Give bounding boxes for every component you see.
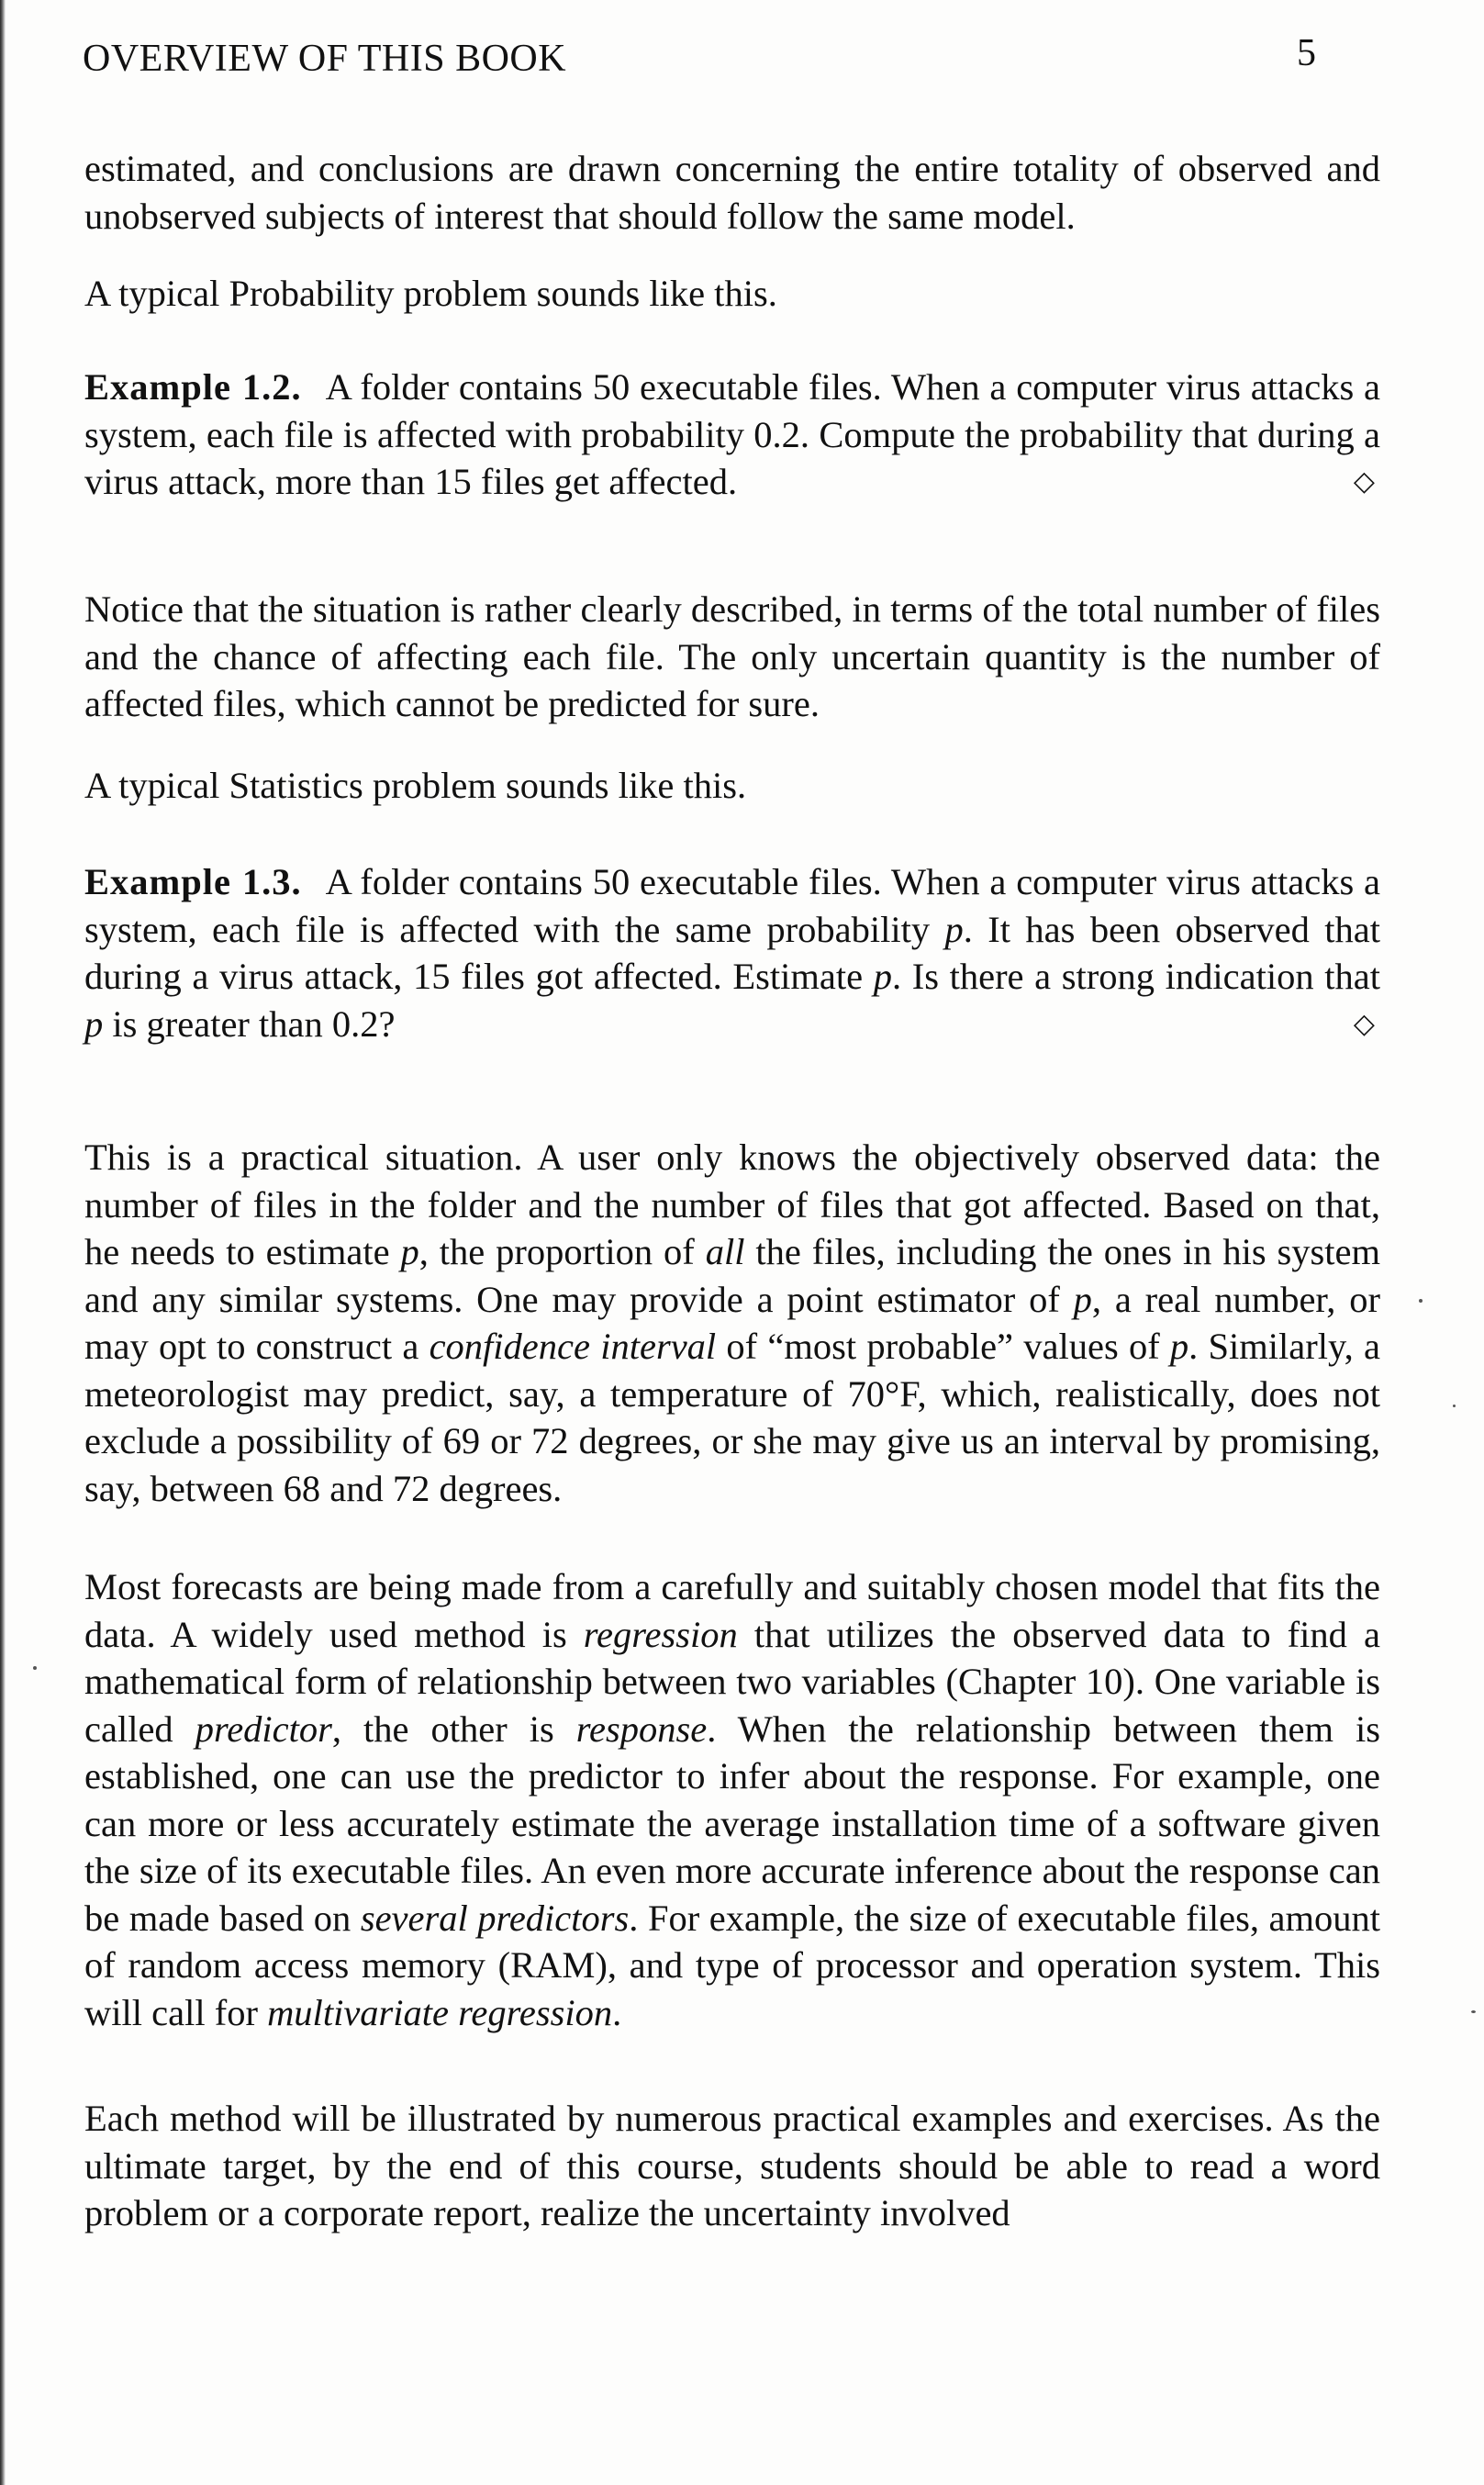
- paragraph-text: A typical Probability problem sounds like this.: [84, 273, 777, 314]
- math-variable: p: [944, 908, 964, 950]
- example-text: . It has been observed that during a virus attack, 15 files got affected. Estimate: [84, 908, 1381, 997]
- end-of-example-diamond-icon: ◇: [1353, 465, 1375, 498]
- paragraph-text: .: [612, 1991, 622, 2033]
- paragraph-text: . When the relationship between them is established, one can use the predictor to infer about the response. For example, one can more or less accurately estimate the average installation time of a software given the size of its executable files. An even more accurate inference about the response can be made based on: [84, 1707, 1380, 1939]
- paragraph-text: A typical Statistics problem sounds like this.: [84, 765, 747, 806]
- example-text: A folder contains 50 executable files. When a computer virus attacks a system, each file is affected with the same probability: [84, 861, 1380, 950]
- end-of-example-diamond-icon: ◇: [1353, 1007, 1375, 1040]
- paragraph-text: Most forecasts are being made from a carefully and suitably chosen model that fits the data. A widely used method is: [84, 1566, 1380, 1655]
- emphasis: predictor: [195, 1707, 332, 1750]
- paragraph-text: . For example, the size of executable files, amount of random access memory (RAM), and type of processor and operation system. This will call for: [84, 1897, 1380, 2033]
- emphasis: response: [575, 1707, 708, 1750]
- example-text: . Is there a strong indication that: [891, 956, 1380, 997]
- emphasis: all: [705, 1231, 745, 1272]
- paragraph-practical-situation: [84, 1134, 1380, 1512]
- scan-speck: [33, 1666, 37, 1670]
- example-text: is greater than 0.2?: [103, 1002, 396, 1045]
- math-variable: p: [84, 1002, 104, 1045]
- example-1-2: [84, 364, 1380, 506]
- scan-speck: [1453, 1405, 1456, 1407]
- paragraph-text: estimated, and conclusions are drawn concerning the entire totality of observed and unobserved subjects of interest that should follow the same model.: [84, 148, 1380, 237]
- paragraph-text: that utilizes the observed data to find a mathematical form of relationship between two variables (Chapter 10). One variable is called: [84, 1613, 1380, 1750]
- paragraph-notice: [84, 586, 1380, 728]
- paragraph-text: , a real number, or may opt to construct a: [84, 1278, 1380, 1367]
- scan-speck: [1419, 1299, 1423, 1303]
- paragraph-forecasts: [84, 1563, 1380, 2036]
- scan-speck: [1471, 2010, 1476, 2013]
- example-label: Example 1.2.: [84, 366, 302, 408]
- paragraph-text: This is a practical situation. A user only knows the objectively observed data: the number of files in the folder and the number of files that got affected. Based on that, he needs to estimate: [84, 1136, 1380, 1272]
- example-label: Example 1.3.: [84, 861, 302, 902]
- paragraph-text: , the proportion of: [418, 1231, 706, 1272]
- emphasis: regression: [583, 1613, 738, 1655]
- emphasis: several predictors: [360, 1897, 630, 1939]
- paragraph-continuation: [84, 145, 1380, 240]
- binding-edge: [0, 0, 6, 2485]
- math-variable: p: [1073, 1278, 1092, 1320]
- paragraph-statistics-intro: [84, 762, 1380, 810]
- paragraph-text: Each method will be illustrated by numerous practical examples and exercises. As the ultimate target, by the end of this course, students should be able to read a word problem or a corporate report, realize the uncertainty involved: [84, 2098, 1380, 2233]
- paragraph-text: the files, including the ones in his system and any similar systems. One may provide a point estimator of: [84, 1231, 1380, 1320]
- paragraph-text: . Similarly, a meteorologist may predict, say, a temperature of 70°F, which, realistically, does not exclude a possibility of 69 or 72 degrees, or she may give us an interval by promising, say, between 68 and 72 degrees.: [84, 1326, 1380, 1509]
- running-head: OVERVIEW OF THIS BOOK: [83, 38, 567, 80]
- emphasis: confidence interval: [429, 1326, 717, 1367]
- paragraph-text: of “most probable” values of: [716, 1326, 1170, 1367]
- paragraph-each-method: [84, 2095, 1380, 2237]
- math-variable: p: [873, 956, 892, 997]
- emphasis: multivariate regression: [267, 1991, 613, 2033]
- example-1-3: [84, 858, 1380, 1047]
- paragraph-probability-intro: [84, 270, 1380, 318]
- page-number: 5: [1297, 32, 1316, 74]
- paragraph-text: Notice that the situation is rather clearly described, in terms of the total number of files and the chance of affecting each file. The only uncertain quantity is the number of affected files, which cannot be predicted for sure.: [84, 588, 1380, 724]
- paragraph-text: , the other is: [331, 1707, 576, 1750]
- example-text: A folder contains 50 executable files. When a computer virus attacks a system, each file is affected with probability 0.2. Compute the probability that during a virus attack, more than 15 files get affected.: [84, 366, 1380, 502]
- math-variable: p: [1169, 1326, 1189, 1367]
- math-variable: p: [400, 1231, 419, 1272]
